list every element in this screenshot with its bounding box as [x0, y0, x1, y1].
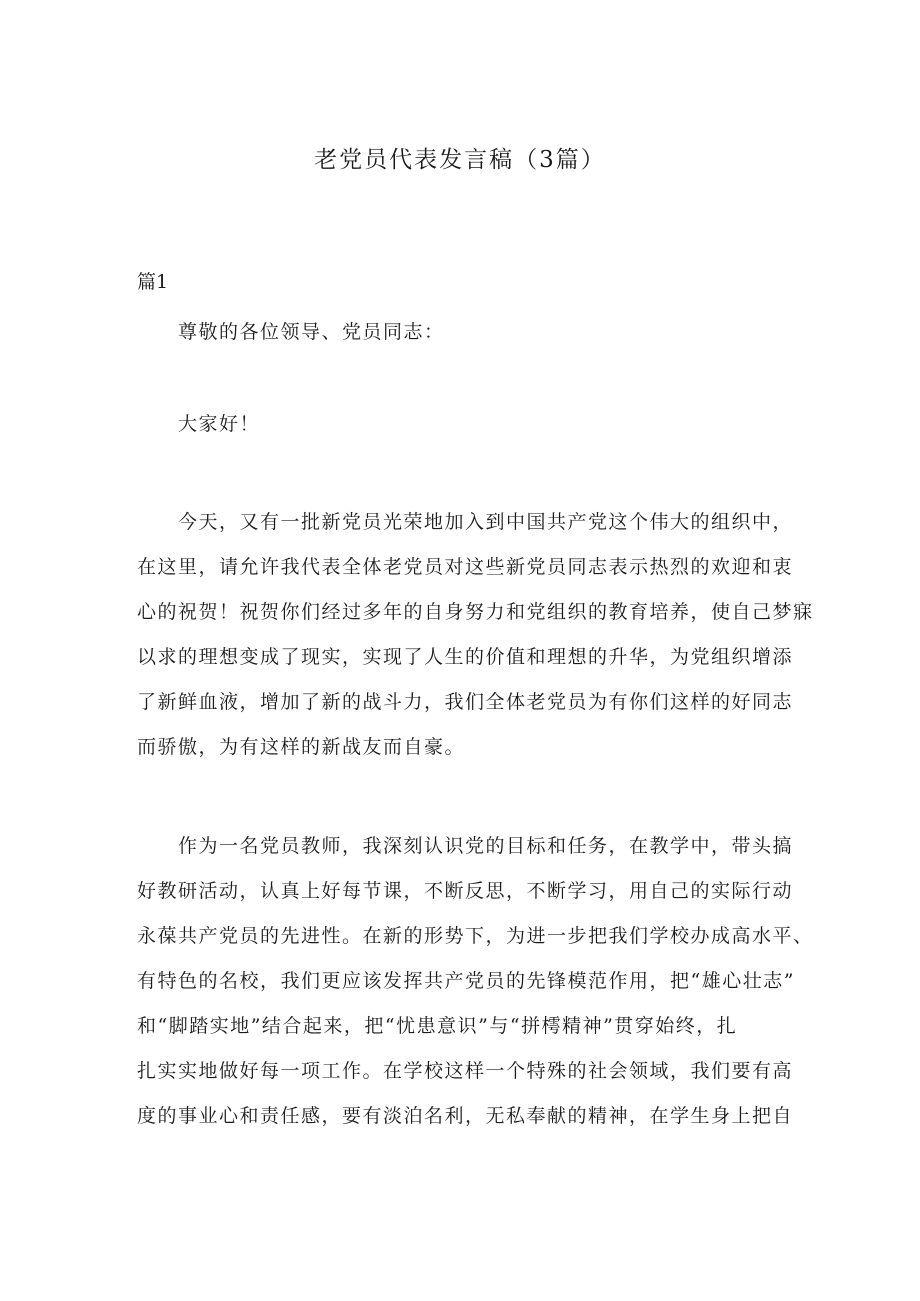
greeting-line: 大家好！	[178, 413, 261, 435]
paragraph-2-line-6: 扎实实地做好每一项工作。在学校这样一个特殊的社会领域，我们要有高	[137, 1060, 794, 1082]
paragraph-2-line-2: 好教研活动，认真上好每节课，不断反思，不断学习，用自己的实际行动	[137, 880, 794, 902]
paragraph-1-line-6: 而骄傲，为有这样的新战友而自豪。	[137, 736, 466, 758]
paragraph-1-line-4: 以求的理想变成了现实，实现了人生的价值和理想的升华，为党组织增添	[137, 646, 794, 668]
paragraph-2-line-4: 有特色的名校，我们更应该发挥共产党员的先锋模范作用，把“雄心壮志”	[137, 970, 795, 992]
document-title: 老党员代表发言稿（3篇）	[314, 147, 606, 173]
paragraph-1-line-2: 在这里，请允许我代表全体老党员对这些新党员同志表示热烈的欢迎和衷	[137, 556, 794, 578]
salutation-line: 尊敬的各位领导、党员同志：	[178, 321, 445, 343]
paragraph-2-line-1: 作为一名党员教师，我深刻认识党的目标和任务，在教学中，带头搞	[178, 835, 794, 857]
paragraph-2-line-5: 和“脚踏实地”结合起来，把“忧患意识”与“拼樗精神”贯穿始终，扎	[137, 1015, 738, 1037]
paragraph-1-line-3: 心的祝贺！祝贺你们经过多年的自身努力和党组织的教育培养，使自己梦寐	[137, 601, 814, 623]
paragraph-2-line-3: 永葆共产党员的先进性。在新的形势下，为进一步把我们学校办成高水平、	[137, 925, 814, 947]
paragraph-2-line-7: 度的事业心和责任感，要有淡泊名利，无私奉献的精神，在学生身上把自	[137, 1105, 794, 1127]
paragraph-1-line-5: 了新鲜血液，增加了新的战斗力，我们全体老党员为有你们这样的好同志	[137, 691, 794, 713]
paragraph-1-line-1: 今天，又有一批新党员光荣地加入到中国共产党这个伟大的组织中，	[178, 511, 794, 533]
section-label: 篇1	[137, 271, 169, 293]
